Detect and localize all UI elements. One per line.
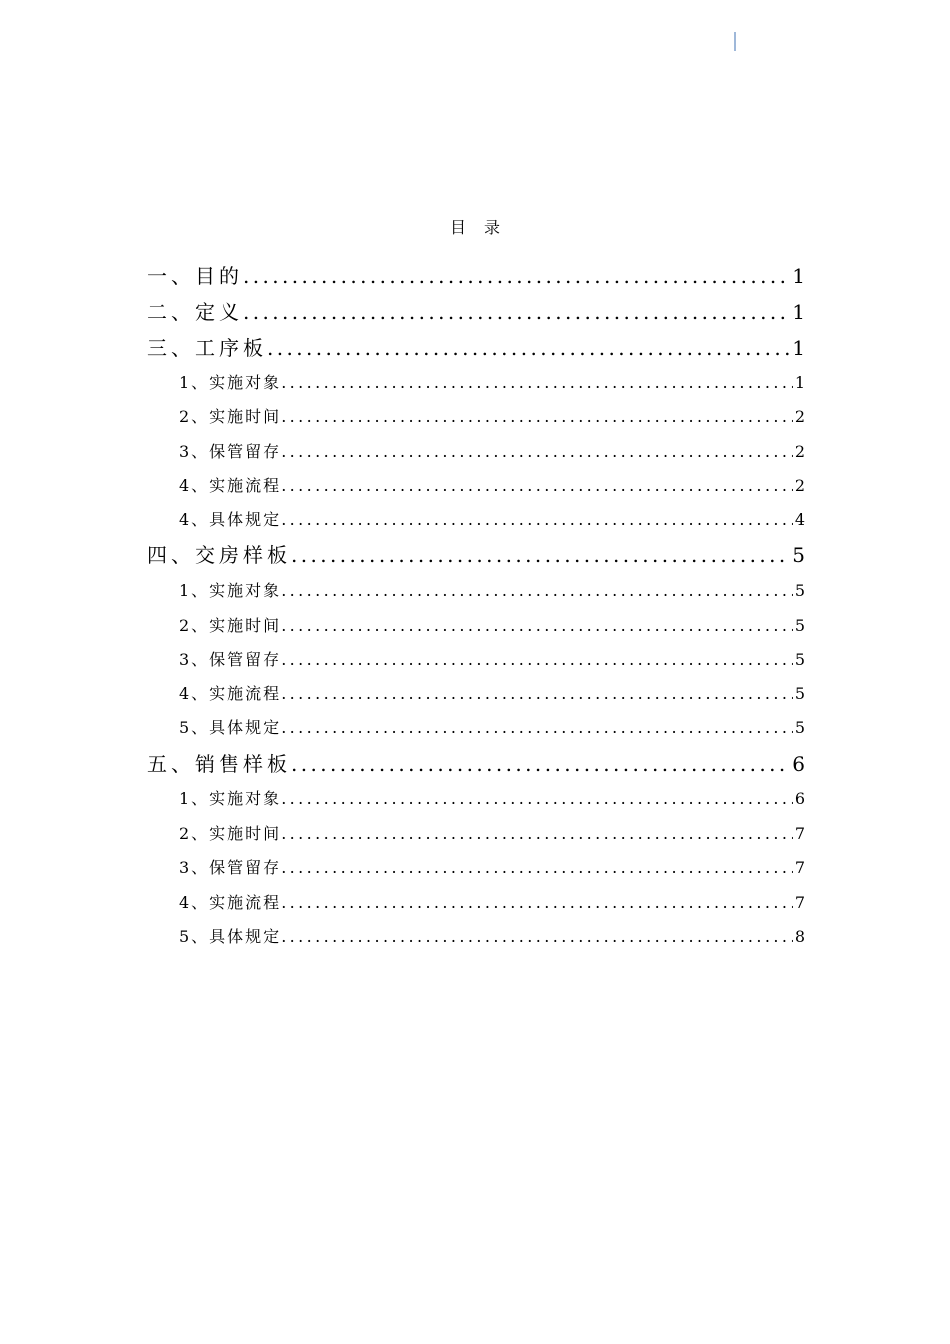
toc-entry-page: 1 — [792, 336, 805, 360]
toc-entry-page: 5 — [794, 616, 805, 635]
toc-entry-label: 三、工序板 — [147, 336, 267, 360]
toc-entry-label: 3、保管留存 — [179, 650, 282, 669]
toc-entry-label: 5、具体规定 — [179, 718, 282, 737]
toc-subentry[interactable] — [179, 856, 805, 880]
toc-subentry[interactable] — [179, 440, 805, 464]
toc-subentry[interactable] — [179, 925, 805, 949]
toc-entry-label: 1、实施对象 — [179, 373, 282, 392]
toc-subentry[interactable] — [179, 579, 805, 603]
toc-entry-label: 3、保管留存 — [179, 442, 282, 461]
text-cursor-mark — [734, 32, 736, 51]
toc-title: 目录 — [449, 218, 518, 237]
toc-subentry[interactable] — [179, 891, 805, 915]
toc-subentry[interactable] — [179, 822, 805, 846]
toc-entry-page: 6 — [794, 789, 805, 808]
toc-entry-page: 5 — [794, 718, 805, 737]
toc-entry-leader — [281, 891, 793, 915]
toc-subentry[interactable] — [179, 508, 805, 532]
toc-entry-page: 2 — [794, 442, 805, 461]
toc-entry-page: 5 — [794, 684, 805, 703]
toc-entry-leader — [281, 822, 793, 846]
toc-entry-page: 7 — [794, 824, 805, 843]
toc-subentry[interactable] — [179, 371, 805, 395]
toc-entry-page: 6 — [792, 752, 805, 776]
toc-subentry[interactable] — [179, 682, 805, 706]
toc-entry-label: 2、实施时间 — [179, 824, 282, 843]
toc-entry-page: 2 — [794, 476, 805, 495]
toc-entry-label: 4、实施流程 — [179, 893, 282, 912]
toc-entry-page: 1 — [792, 264, 805, 288]
toc-entry-leader — [243, 262, 790, 290]
toc-entry-page: 7 — [794, 858, 805, 877]
toc-entry-label: 4、实施流程 — [179, 476, 282, 495]
toc-entry-leader — [281, 856, 793, 880]
toc-entry-label: 4、具体规定 — [179, 510, 282, 529]
toc-entry-leader — [281, 371, 793, 395]
toc-subentry[interactable] — [179, 716, 805, 740]
toc-entry-label: 五、销售样板 — [147, 752, 291, 776]
toc-entry-label: 3、保管留存 — [179, 858, 282, 877]
toc-entry[interactable] — [147, 334, 805, 362]
toc-subentry[interactable] — [179, 474, 805, 498]
toc-entry-leader — [267, 334, 790, 362]
toc-entry-label: 4、实施流程 — [179, 684, 282, 703]
toc-subentry[interactable] — [179, 648, 805, 672]
toc-entry-label: 2、实施时间 — [179, 616, 282, 635]
toc-entry[interactable] — [147, 298, 805, 326]
toc-entry-leader — [281, 648, 793, 672]
toc-subentry[interactable] — [179, 405, 805, 429]
toc-entry-leader — [281, 787, 793, 811]
toc-entry-leader — [281, 440, 793, 464]
toc-entry-leader — [281, 579, 793, 603]
toc-entry-leader — [281, 474, 793, 498]
toc-entry-page: 5 — [794, 581, 805, 600]
toc-entry-page: 8 — [794, 927, 805, 946]
toc-entry[interactable] — [147, 750, 805, 778]
toc-entry-label: 1、实施对象 — [179, 789, 282, 808]
toc-entry-label: 5、具体规定 — [179, 927, 282, 946]
toc-entry-page: 7 — [794, 893, 805, 912]
toc-entry-label: 二、定义 — [147, 300, 243, 324]
toc-entry-page: 1 — [792, 300, 805, 324]
toc-entry-leader — [291, 750, 790, 778]
toc-entry-leader — [281, 614, 793, 638]
toc-entry-label: 2、实施时间 — [179, 407, 282, 426]
toc-entry-page: 4 — [794, 510, 805, 529]
toc-entry-leader — [281, 925, 793, 949]
toc-entry-label: 1、实施对象 — [179, 581, 282, 600]
toc-entry-leader — [281, 716, 793, 740]
toc-entry[interactable] — [147, 541, 805, 569]
toc-entry-page: 5 — [792, 543, 805, 567]
toc-entry-label: 一、目的 — [147, 264, 243, 288]
toc-entry-leader — [281, 682, 793, 706]
toc-entry-page: 2 — [794, 407, 805, 426]
toc-subentry[interactable] — [179, 614, 805, 638]
toc-entry-leader — [243, 298, 790, 326]
toc-entry-leader — [291, 541, 790, 569]
toc-subentry[interactable] — [179, 787, 805, 811]
toc-entry-leader — [281, 405, 793, 429]
toc-entry-label: 四、交房样板 — [147, 543, 291, 567]
toc-entry-page: 5 — [794, 650, 805, 669]
toc-entry[interactable] — [147, 262, 805, 290]
toc-entry-page: 1 — [794, 373, 805, 392]
toc-entry-leader — [281, 508, 793, 532]
